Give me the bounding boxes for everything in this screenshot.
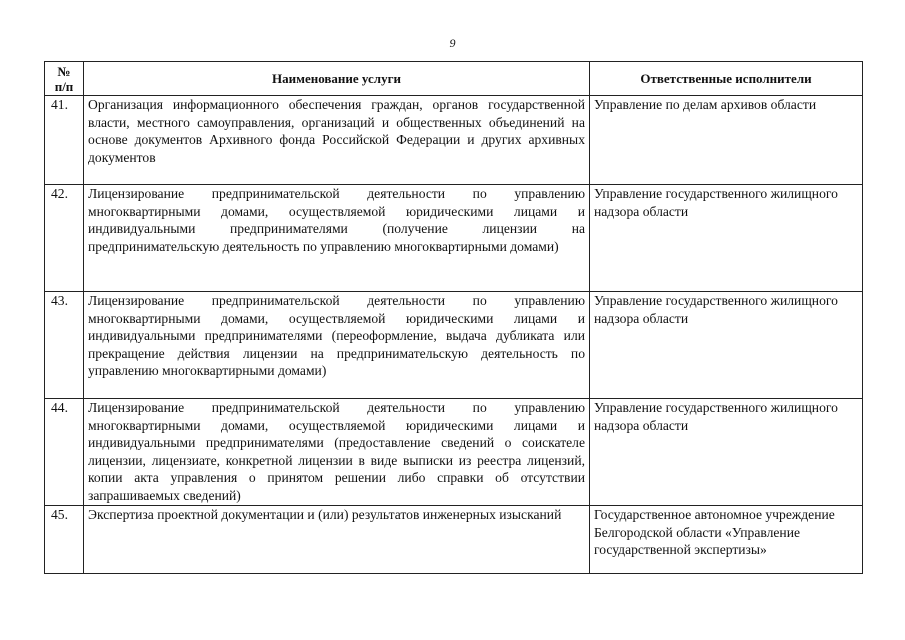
- table-header-row: [45, 62, 863, 96]
- service-name: Организация информационного обеспечения граждан, органов государственной власти, местного самоуправления, организаций и общественных объединений на основе документов Архивного фонда Российской Федерации и других архивных документов: [84, 96, 590, 185]
- table-row: [45, 399, 863, 506]
- responsible-executor: Управление по делам архивов области: [590, 96, 863, 185]
- column-header-number: [45, 62, 84, 96]
- table-row: [45, 506, 863, 574]
- service-name: Лицензирование предпринимательской деятельности по управлению многоквартирными домами, осуществляемой юридическими лицами и индивидуальными предпринимателями (получение лицензии на предпринимательскую деятельность по управлению многоквартирными домами): [84, 185, 590, 292]
- column-header-responsible: Ответственные исполнители: [590, 62, 863, 96]
- table-row: [45, 96, 863, 185]
- row-number: 41.: [45, 96, 84, 185]
- row-number: 43.: [45, 292, 84, 399]
- table-row: [45, 185, 863, 292]
- column-header-service-name: Наименование услуги: [84, 62, 590, 96]
- responsible-executor: Государственное автономное учреждение Белгородской области «Управление государственной экспертизы»: [590, 506, 863, 574]
- services-table: [44, 61, 863, 574]
- service-name: Лицензирование предпринимательской деятельности по управлению многоквартирными домами, осуществляемой юридическими лицами и индивидуальными предпринимателями (предоставление сведений о соискателе лицензии, лицензиате, конкретной лицензии в виде выписки из реестра лицензий, копии акта управления о принятом решении либо справки об отсутствии запрашиваемых сведений): [84, 399, 590, 506]
- row-number: 42.: [45, 185, 84, 292]
- page-number: 9: [449, 36, 456, 50]
- responsible-executor: Управление государственного жилищного надзора области: [590, 292, 863, 399]
- responsible-executor: Управление государственного жилищного надзора области: [590, 399, 863, 506]
- responsible-executor: Управление государственного жилищного надзора области: [590, 185, 863, 292]
- row-number: 45.: [45, 506, 84, 574]
- table-row: [45, 292, 863, 399]
- header-number-abbrev: п/п: [54, 78, 74, 94]
- row-number: 44.: [45, 399, 84, 506]
- service-name: Лицензирование предпринимательской деятельности по управлению многоквартирными домами, осуществляемой юридическими лицами и индивидуальными предпринимателями (переоформление, выдача дубликата или прекращение действия лицензии на предпринимательскую деятельность по управлению многоквартирными домами): [84, 292, 590, 399]
- service-name: Экспертиза проектной документации и (или) результатов инженерных изысканий: [84, 506, 590, 574]
- header-number-symbol: №: [57, 63, 71, 79]
